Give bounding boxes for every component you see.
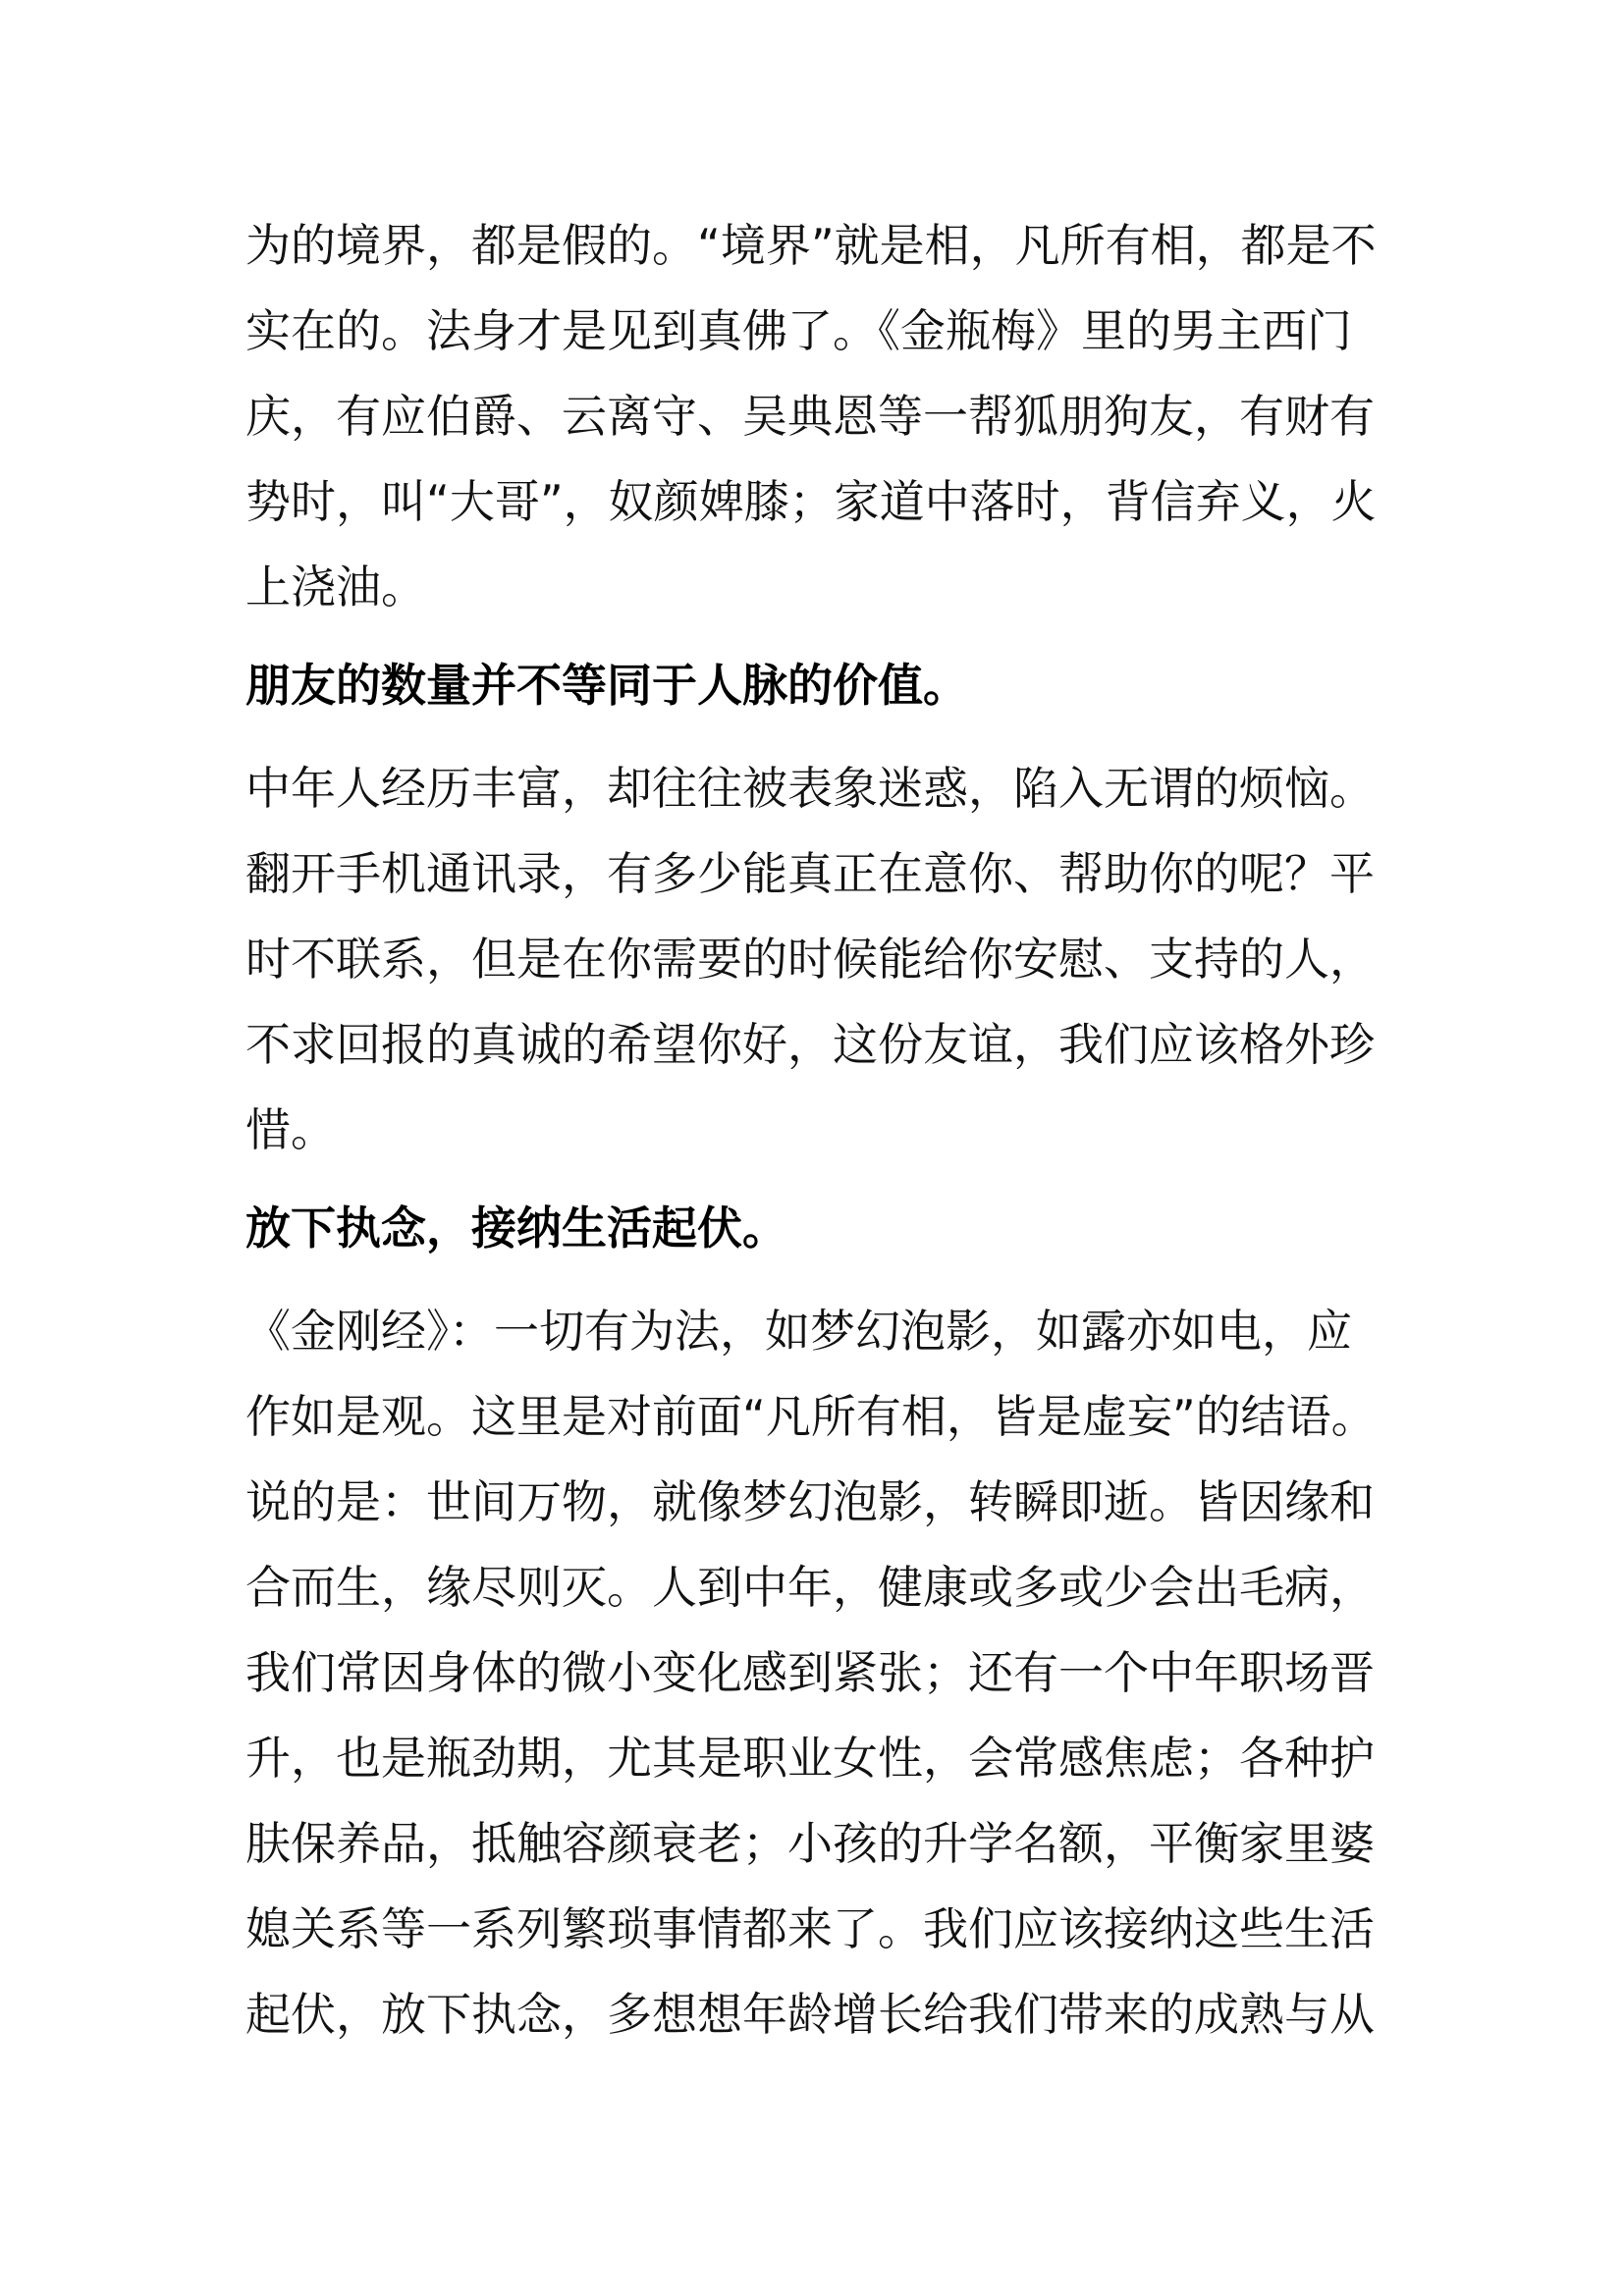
paragraph-line: 媳关系等一系列繁琐事情都来了。我们应该接纳这些生活 (245, 1902, 1375, 1955)
paragraph-line: 升，也是瓶劲期，尤其是职业女性，会常感焦虑；各种护 (245, 1732, 1375, 1785)
paragraph-line: 庆，有应伯爵、云离守、吴典恩等一帮狐朋狗友，有财有 (245, 390, 1375, 443)
paragraph-line: 翻开手机通讯录，有多少能真正在意你、帮助你的呢？平 (245, 847, 1375, 900)
section-heading: 放下执念，接纳生活起伏。 (245, 1201, 787, 1255)
paragraph-line: 实在的。法身才是见到真佛了。《金瓶梅》里的男主西门 (245, 304, 1352, 357)
paragraph-line: 不求回报的真诚的希望你好，这份友谊，我们应该格外珍 (245, 1018, 1375, 1071)
paragraph-line: 说的是：世间万物，就像梦幻泡影，转瞬即逝。皆因缘和 (245, 1475, 1375, 1528)
paragraph-line: 为的境界，都是假的。“境界”就是相，凡所有相，都是不 (245, 219, 1377, 272)
paragraph-line: 肤保养品，抵触容颜衰老；小孩的升学名额，平衡家里婆 (245, 1817, 1375, 1870)
paragraph-line: 时不联系，但是在你需要的时候能给你安慰、支持的人， (245, 933, 1375, 986)
paragraph-line: 势时，叫“大哥”，奴颜婢膝；家道中落时，背信弃义，火 (245, 475, 1377, 528)
paragraph-line: 上浇油。 (245, 561, 426, 614)
paragraph-line: 我们常因身体的微小变化感到紧张；还有一个中年职场晋 (245, 1646, 1375, 1699)
paragraph-line: 《金刚经》：一切有为法，如梦幻泡影，如露亦如电，应 (245, 1305, 1352, 1358)
paragraph-line: 合而生，缘尽则灭。人到中年，健康或多或少会出毛病， (245, 1561, 1375, 1614)
paragraph-line: 中年人经历丰富，却往往被表象迷惑，陷入无谓的烦恼。 (245, 762, 1375, 815)
section-heading: 朋友的数量并不等同于人脉的价值。 (245, 659, 968, 712)
paragraph-line: 惜。 (245, 1103, 336, 1156)
paragraph-line: 起伏，放下执念，多想想年龄增长给我们带来的成熟与从 (245, 1988, 1375, 2041)
paragraph-line: 作如是观。这里是对前面“凡所有相，皆是虚妄”的结语。 (245, 1390, 1377, 1443)
